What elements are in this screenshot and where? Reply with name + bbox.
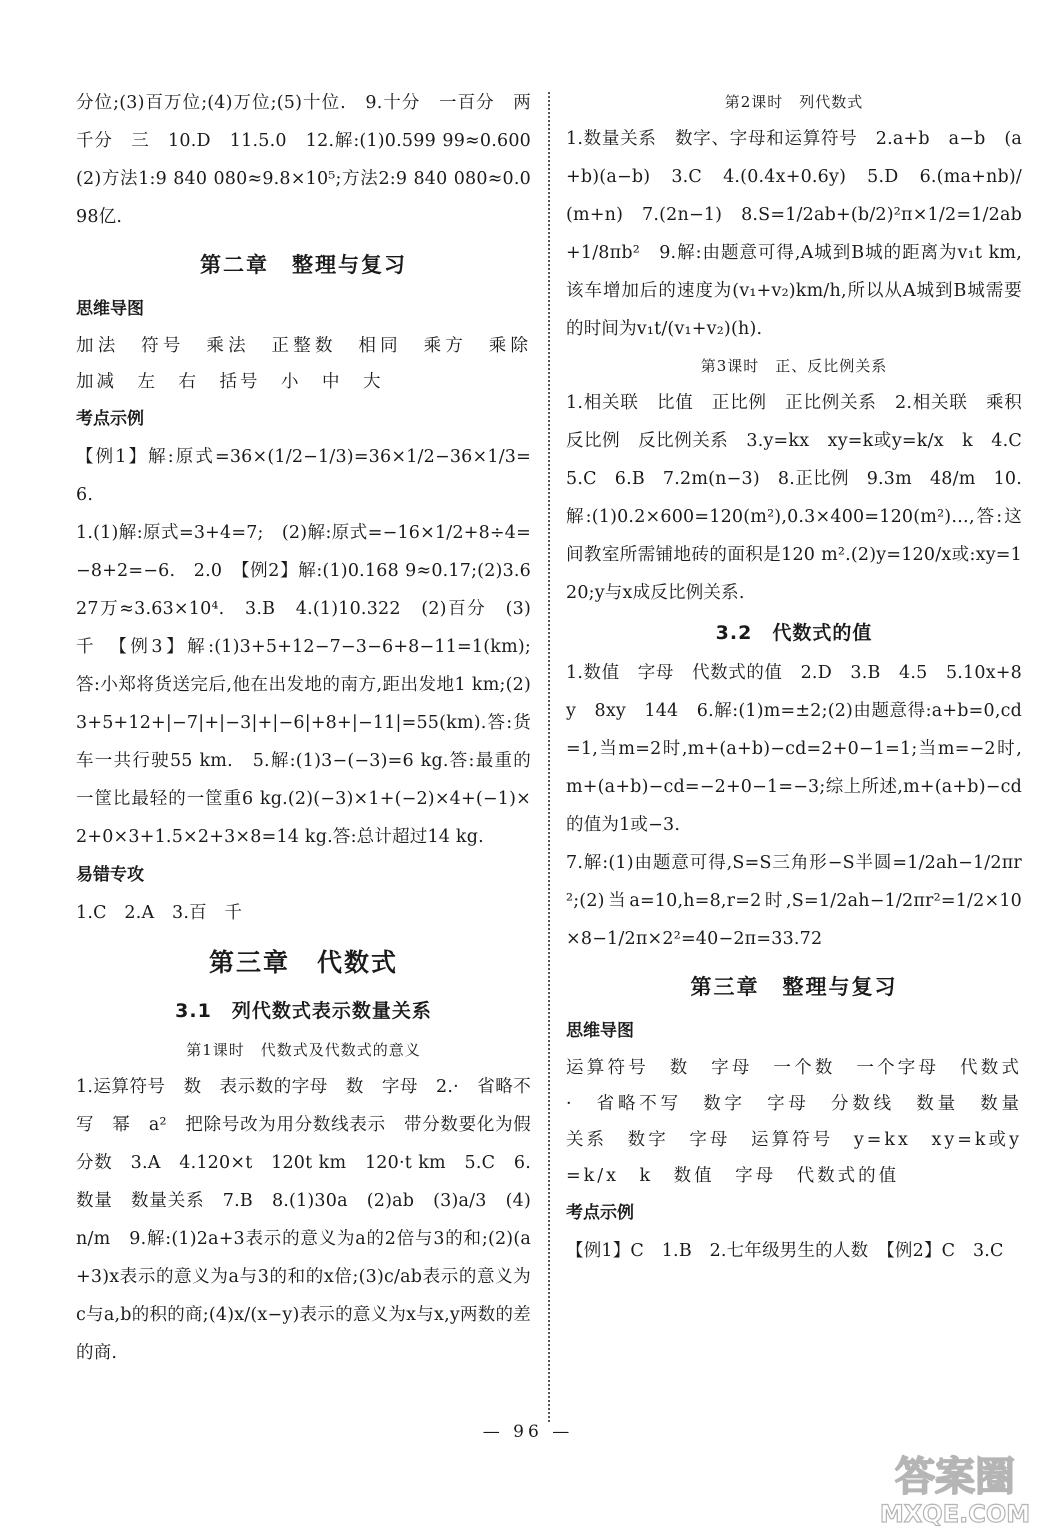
lesson2-answers: 1.数量关系 数字、字母和运算符号 2.a+b a−b (a+b)(a−b) 3.C 4.(0.4x+0.6y) 5.D 6.(ma+nb)/(m+n) 7.(2n−1) 8.S=1/2ab+(b/2)²π×1/2=1/2ab+1/8πb² 9.解:由题意可得,A城到B城的距离为v₁t km,该车增加后的速度为(v₁+v₂)km/h,所以从A城到B城需要的时间为v₁t/(v₁+v₂)(h).: [566, 129, 1022, 339]
chapter3-review-title: 第三章 整理与复习: [690, 975, 898, 999]
question7-solution: 7.解:(1)由题意可得,S=S三角形−S半圆=1/2ah−1/2πr²;(2)当a=10,h=8,r=2时,S=1/2ah−1/2πr²=1/2×10×8−1/2π×2²=40−2π=33.72: [566, 853, 1022, 949]
column-divider: [548, 92, 550, 1422]
section-3-2-answers: 1.数值 字母 代数式的值 2.D 3.B 4.5 5.10x+8y 8xy 144 6.解:(1)m=±2;(2)由题意得:a+b=0,cd=1,当m=2时,m+(a+b)−cd=2+0−1=1;当m=−2时,m+(a+b)−cd=−2+0−1=−3;综上所述,m+(a+b)−cd的值为1或−3.: [566, 663, 1022, 835]
mindmap-answers: 加法 符号 乘法 正整数 相同 乘方 乘除 加减 左 右 括号 小 中 大: [76, 336, 552, 392]
lesson3-title: 第3课时 正、反比例关系: [700, 357, 888, 375]
lesson1-answers: 1.运算符号 数 表示数的字母 数 字母 2.· 省略不写 幂 a² 把除号改为用分数线表示 带分数要化为假分数 3.A 4.120×t 120t km 120·t km 5.C 6.数量 数量关系 7.B 8.(1)30a (2)ab (3)a/3 (4)n/m 9.解:(1)2a+3表示的意义为a的2倍与3的和;(2)(a+3)x表示的意义为a与3的和的x倍;(3)c/ab表示的意义为c与a,b的积的商;(4)x/(x−y)表示的意义为x与x,y两数的差的商.: [76, 1077, 531, 1363]
examples-heading-right: 考点示例: [566, 1203, 634, 1223]
examples-answers: 1.(1)解:原式=3+4=7; (2)解:原式=−16×1/2+8÷4=−8+2=−6. 2.0 【例2】解:(1)0.168 9≈0.17;(2)3.627万≈3.63×10⁴. 3.B 4.(1)10.322 (2)百分 (3)千 【例3】解:(1)3+5+12−7−3−6+8−11=1(km);答:小郑将货送完后,他在出发地的南方,距出发地1 km;(2)3+5+12+|−7|+|−3|+|−6|+8+|−11|=55(km).答:货车一共行驶55 km. 5.解:(1)3−(−3)=6 kg.答:最重的一筐比最轻的一筐重6 kg.(2)(−3)×1+(−2)×4+(−1)×2+0×3+1.5×2+3×8=14 kg.答:总计超过14 kg.: [76, 523, 531, 847]
left-column: [76, 84, 552, 1372]
watermark-line2: MXQE.COM: [880, 1500, 1030, 1528]
errors-heading: 易错专攻: [76, 865, 144, 885]
chapter3-title: 第三章 代数式: [208, 948, 398, 977]
examples-answers-right: 【例1】C 1.B 2.七年级男生的人数 【例2】C 3.C: [566, 1241, 1004, 1261]
watermark-logo: [880, 1444, 1030, 1530]
lesson3-answers: 1.相关联 比值 正比例 正比例关系 2.相关联 乘积 反比例 反比例关系 3.y=kx xy=k或y=k/x k 4.C 5.C 6.B 7.2m(n−3) 8.正比例 9.3m 48/m 10.解:(1)0.2×600=120(m²),0.3×400=120(m²)…,答:这间教室所需铺地砖的面积是120 m².(2)y=120/x或:xy=120;y与x成反比例关系.: [566, 393, 1040, 603]
section-3-1-title: 3.1 列代数式表示数量关系: [175, 1000, 432, 1022]
errors-answers: 1.C 2.A 3.百 千: [76, 903, 243, 923]
chapter2-review-title: 第二章 整理与复习: [200, 253, 407, 277]
mindmap-answers-right: 运算符号 数 字母 一个数 一个字母 代数式 · 省略不写 数字 字母 分数线 数量 数量关系 数字 字母 运算符号 y=kx xy=k或y=k/x k 数值 字母 代数式的值: [566, 1058, 1043, 1186]
mindmap-heading-right: 思维导图: [566, 1021, 634, 1041]
watermark-line1: 答案圈: [895, 1454, 1015, 1500]
section-3-2-title: 3.2 代数式的值: [715, 622, 873, 644]
example1-solution: 【例1】解:原式=36×(1/2−1/3)=36×1/2−36×1/3=6.: [76, 447, 531, 505]
right-column: [566, 84, 1043, 1270]
lesson1-title: 第1课时 代数式及代数式的意义: [186, 1041, 421, 1059]
lesson2-title: 第2课时 列代数式: [724, 93, 864, 111]
answers-block-ch1-end: 分位;(3)百万位;(4)万位;(5)十位. 9.十分 一百分 两 千分 三 10.D 11.5.0 12.解:(1)0.599 99≈0.600 (2)方法1:9 840 080≈9.8×10⁵;方法2:9 840 080≈0.098亿.: [76, 93, 549, 227]
examples-heading: 考点示例: [76, 409, 144, 429]
page-number: — 96 —: [482, 1422, 574, 1442]
mindmap-heading: 思维导图: [76, 299, 144, 319]
